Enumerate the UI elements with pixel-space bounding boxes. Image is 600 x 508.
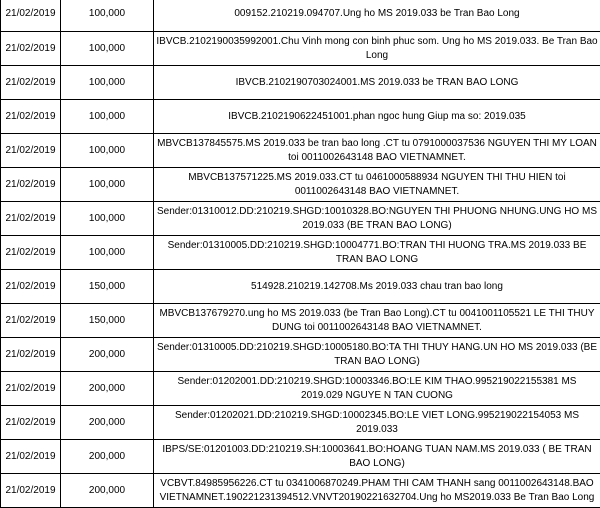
table-row bbox=[1, 372, 600, 406]
description-cell: VCBVT.84985956226.CT tu 0341006870249.PHAM THI CAM THANH sang 0011002643148.BAO VIETNAMNET.190221231394512.VNVT20190221632704.Ung ho MS2019.033 Be Tran Bao Long bbox=[154, 474, 600, 508]
amount-cell: 200,000 bbox=[61, 474, 154, 508]
date-cell: 21/02/2019 bbox=[1, 236, 61, 270]
table-row bbox=[1, 270, 600, 304]
description-cell: Sender:01310005.DD:210219.SHGD:10004771.BO:TRAN THI HUONG TRA.MS 2019.033 BE TRAN BAO LONG bbox=[154, 236, 600, 270]
table-row bbox=[1, 304, 600, 338]
date-cell: 21/02/2019 bbox=[1, 338, 61, 372]
description-cell: IBPS/SE:01201003.DD:210219.SH:10003641.BO:HOANG TUAN NAM.MS 2019.033 ( BE TRAN BAO LONG) bbox=[154, 440, 600, 474]
amount-cell: 100,000 bbox=[61, 236, 154, 270]
table-row bbox=[1, 440, 600, 474]
date-cell: 21/02/2019 bbox=[1, 202, 61, 236]
date-cell: 21/02/2019 bbox=[1, 304, 61, 338]
description-cell: 514928.210219.142708.Ms 2019.033 chau tran bao long bbox=[154, 270, 600, 304]
date-cell: 21/02/2019 bbox=[1, 406, 61, 440]
description-cell: 009152.210219.094707.Ung ho MS 2019.033 be Tran Bao Long bbox=[154, 0, 600, 32]
amount-cell: 200,000 bbox=[61, 372, 154, 406]
date-cell: 21/02/2019 bbox=[1, 474, 61, 508]
table-row bbox=[1, 338, 600, 372]
date-cell: 21/02/2019 bbox=[1, 270, 61, 304]
amount-cell: 100,000 bbox=[61, 134, 154, 168]
table-row bbox=[1, 474, 600, 508]
date-cell: 21/02/2019 bbox=[1, 372, 61, 406]
table-row bbox=[1, 100, 600, 134]
description-cell: IBVCB.2102190703024001.MS 2019.033 be TRAN BAO LONG bbox=[154, 66, 600, 100]
description-cell: Sender:01202021.DD:210219.SHGD:10002345.BO:LE VIET LONG.995219022154053 MS 2019.033 bbox=[154, 406, 600, 440]
table-row bbox=[1, 134, 600, 168]
description-cell: Sender:01310005.DD:210219.SHGD:10005180.BO:TA THI THUY HANG.UN HO MS 2019.033 (BE TRAN BAO LONG) bbox=[154, 338, 600, 372]
description-cell: IBVCB.2102190035992001.Chu Vinh mong con binh phuc som. Ung ho MS 2019.033. Be Tran Bao Long bbox=[154, 32, 600, 66]
date-cell: 21/02/2019 bbox=[1, 66, 61, 100]
amount-cell: 100,000 bbox=[61, 66, 154, 100]
amount-cell: 100,000 bbox=[61, 202, 154, 236]
table-row bbox=[1, 406, 600, 440]
amount-cell: 150,000 bbox=[61, 270, 154, 304]
amount-cell: 200,000 bbox=[61, 406, 154, 440]
date-cell: 21/02/2019 bbox=[1, 0, 61, 32]
amount-cell: 200,000 bbox=[61, 338, 154, 372]
date-cell: 21/02/2019 bbox=[1, 32, 61, 66]
amount-cell: 100,000 bbox=[61, 100, 154, 134]
date-cell: 21/02/2019 bbox=[1, 100, 61, 134]
description-cell: IBVCB.2102190622451001.phan ngoc hung Giup ma so: 2019.035 bbox=[154, 100, 600, 134]
amount-cell: 150,000 bbox=[61, 304, 154, 338]
amount-cell: 100,000 bbox=[61, 168, 154, 202]
table-row bbox=[1, 32, 600, 66]
table-row bbox=[1, 66, 600, 100]
table-row bbox=[1, 168, 600, 202]
amount-cell: 200,000 bbox=[61, 440, 154, 474]
description-cell: Sender:01310012.DD:210219.SHGD:10010328.BO:NGUYEN THI PHUONG NHUNG.UNG HO MS 2019.033 (BE TRAN BAO LONG) bbox=[154, 202, 600, 236]
amount-cell: 100,000 bbox=[61, 0, 154, 32]
table-row bbox=[1, 202, 600, 236]
amount-cell: 100,000 bbox=[61, 32, 154, 66]
date-cell: 21/02/2019 bbox=[1, 168, 61, 202]
date-cell: 21/02/2019 bbox=[1, 134, 61, 168]
date-cell: 21/02/2019 bbox=[1, 440, 61, 474]
description-cell: MBVCB137679270.ung ho MS 2019.033 (be Tran Bao Long).CT tu 0041001105521 LE THI THUY DUNG toi 0011002643148 BAO VIETNAMNET. bbox=[154, 304, 600, 338]
table-row bbox=[1, 236, 600, 270]
description-cell: Sender:01202001.DD:210219.SHGD:10003346.BO:LE KIM THAO.995219022155381 MS 2019.029 NGUYE N TAN CUONG bbox=[154, 372, 600, 406]
description-cell: MBVCB137845575.MS 2019.033 be tran bao long .CT tu 0791000037536 NGUYEN THI MY LOAN toi 0011002643148 BAO VIETNAMNET. bbox=[154, 134, 600, 168]
description-cell: MBVCB137571225.MS 2019.033.CT tu 0461000588934 NGUYEN THI THU HIEN toi 0011002643148 BAO VIETNAMNET. bbox=[154, 168, 600, 202]
table-row bbox=[1, 0, 600, 32]
